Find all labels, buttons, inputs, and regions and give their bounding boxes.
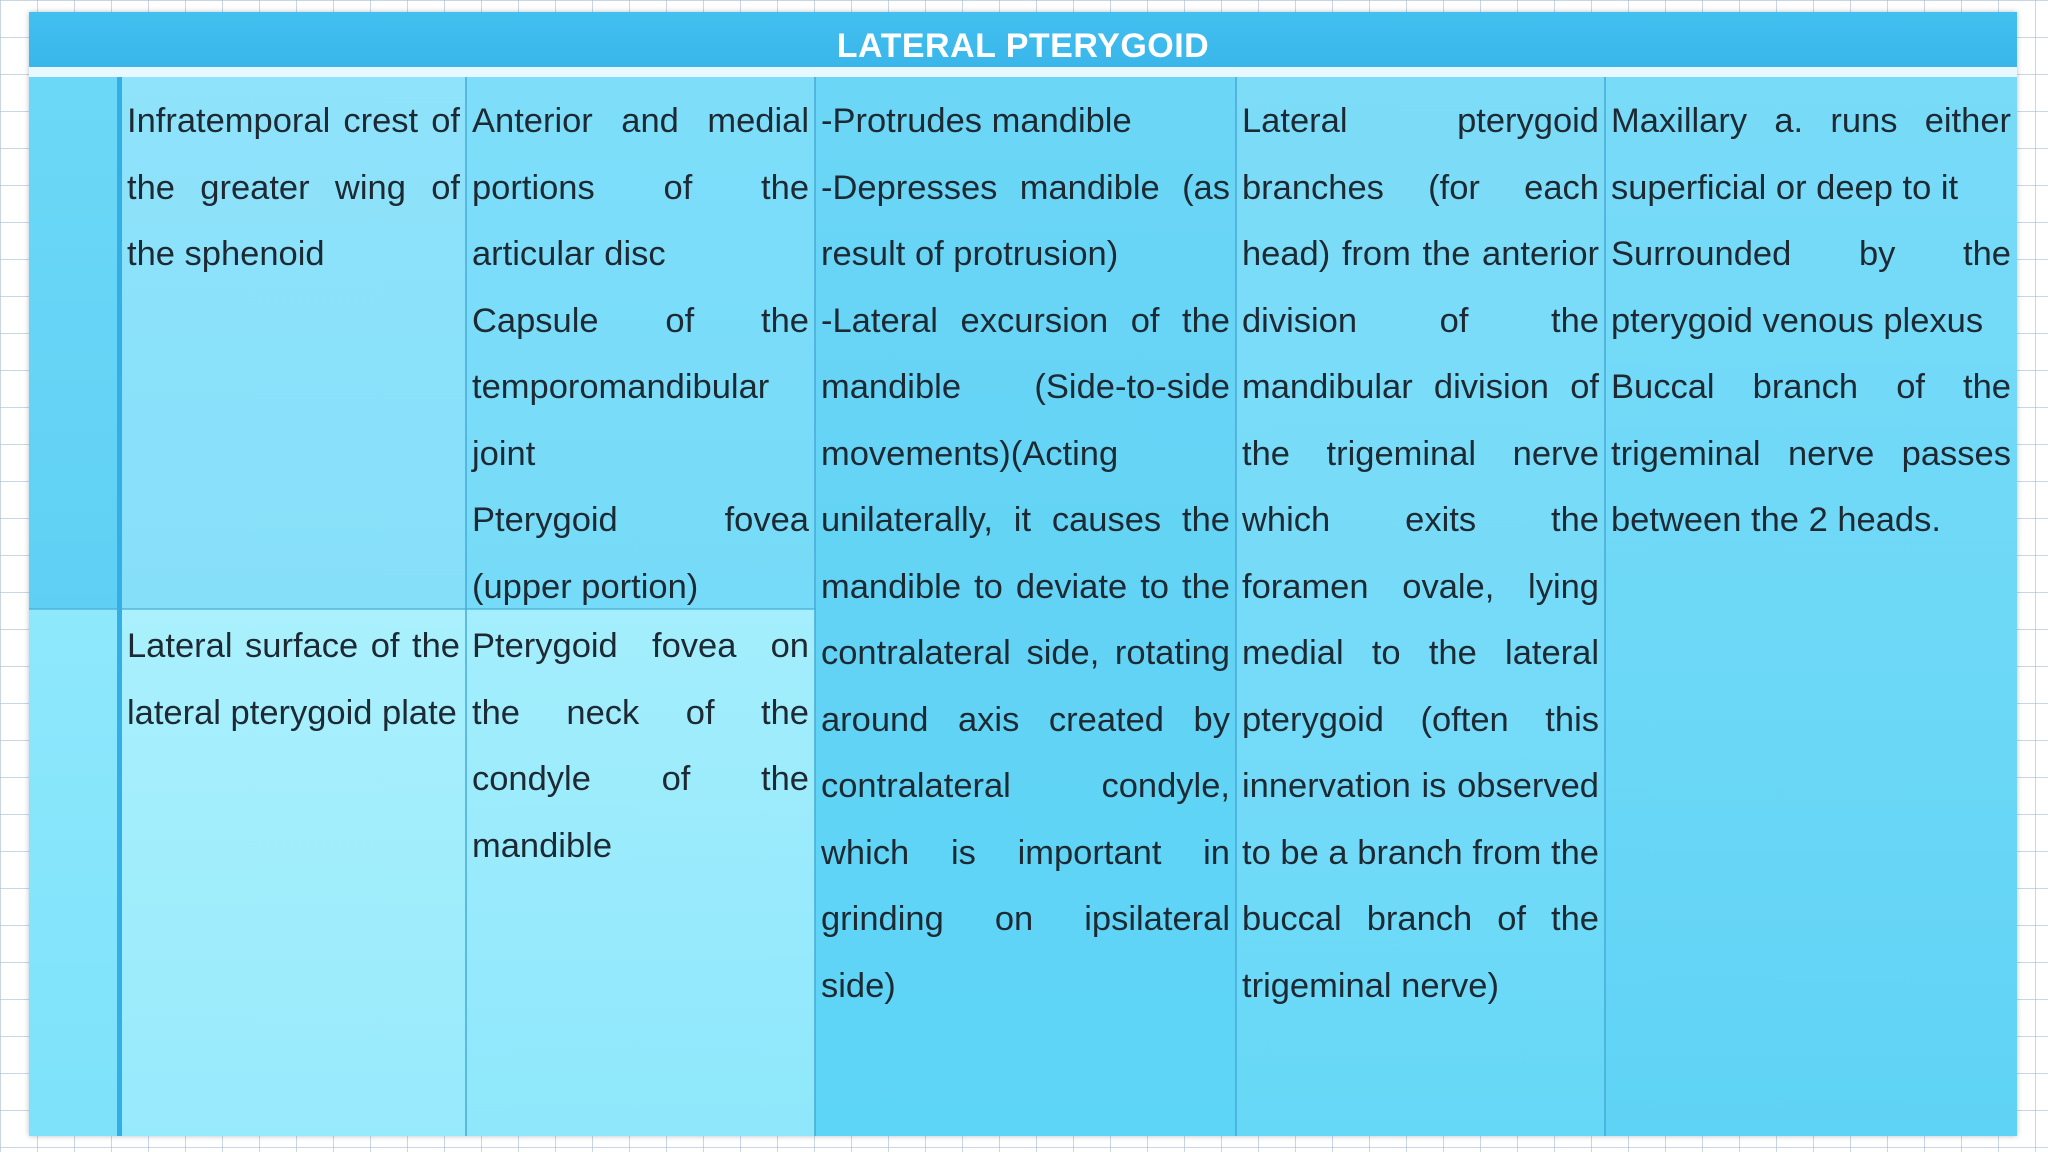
insertion-line: Capsule of the temporomandibular joint: [472, 301, 809, 473]
title-rule: [29, 67, 2017, 77]
notes-text: [1605, 88, 2017, 554]
insertion-line: Pterygoid fovea on the neck of the condyle of the mandible: [472, 627, 809, 865]
row-label-cell-lower: [29, 609, 119, 1136]
action-line: -Depresses mandible (as result of protrusion): [821, 168, 1230, 273]
innervation-text: [1236, 88, 1605, 1019]
insertion-text-lower: [466, 613, 815, 879]
table-title: LATERAL PTERYGOID: [836, 27, 1210, 65]
notes-line: Surrounded by the pterygoid venous plexus: [1611, 235, 2011, 340]
notes-line: Maxillary a. runs either superficial or deep to it: [1611, 102, 2011, 207]
slide: [29, 12, 2017, 1136]
origin-line: Infratemporal crest of the greater wing of the sphenoid: [127, 102, 460, 273]
title-bar: [29, 12, 2017, 67]
origin-text-lower: [121, 613, 466, 746]
origin-text-upper: [121, 88, 466, 288]
insertion-text-upper: [466, 88, 815, 620]
notes-line: Buccal branch of the trigeminal nerve passes between the 2 heads.: [1611, 368, 2011, 539]
origin-line: Lateral surface of the lateral pterygoid plate: [127, 627, 460, 732]
action-line: -Protrudes mandible: [821, 102, 1132, 140]
action-text: [815, 88, 1236, 1019]
innervation-line: Lateral pterygoid branches (for each head) from the anterior division of the mandibular division of the trigeminal nerve which exits the foramen ovale, lying medial to the lateral pterygoid (often this innervation is observed to be a branch from the buccal branch of the trigeminal nerve): [1242, 102, 1599, 1005]
insertion-line: Anterior and medial portions of the articular disc: [472, 102, 809, 273]
action-line: -Lateral excursion of the mandible (Side-to-side movements)(Acting unilaterally, it causes the mandible to deviate to the contralateral side, rotating around axis created by contralateral condyle, which is important in grinding on ipsilateral side): [821, 301, 1230, 1005]
insertion-line: Pterygoid fovea (upper portion): [472, 501, 809, 606]
row-label-cell-upper: [29, 77, 119, 609]
